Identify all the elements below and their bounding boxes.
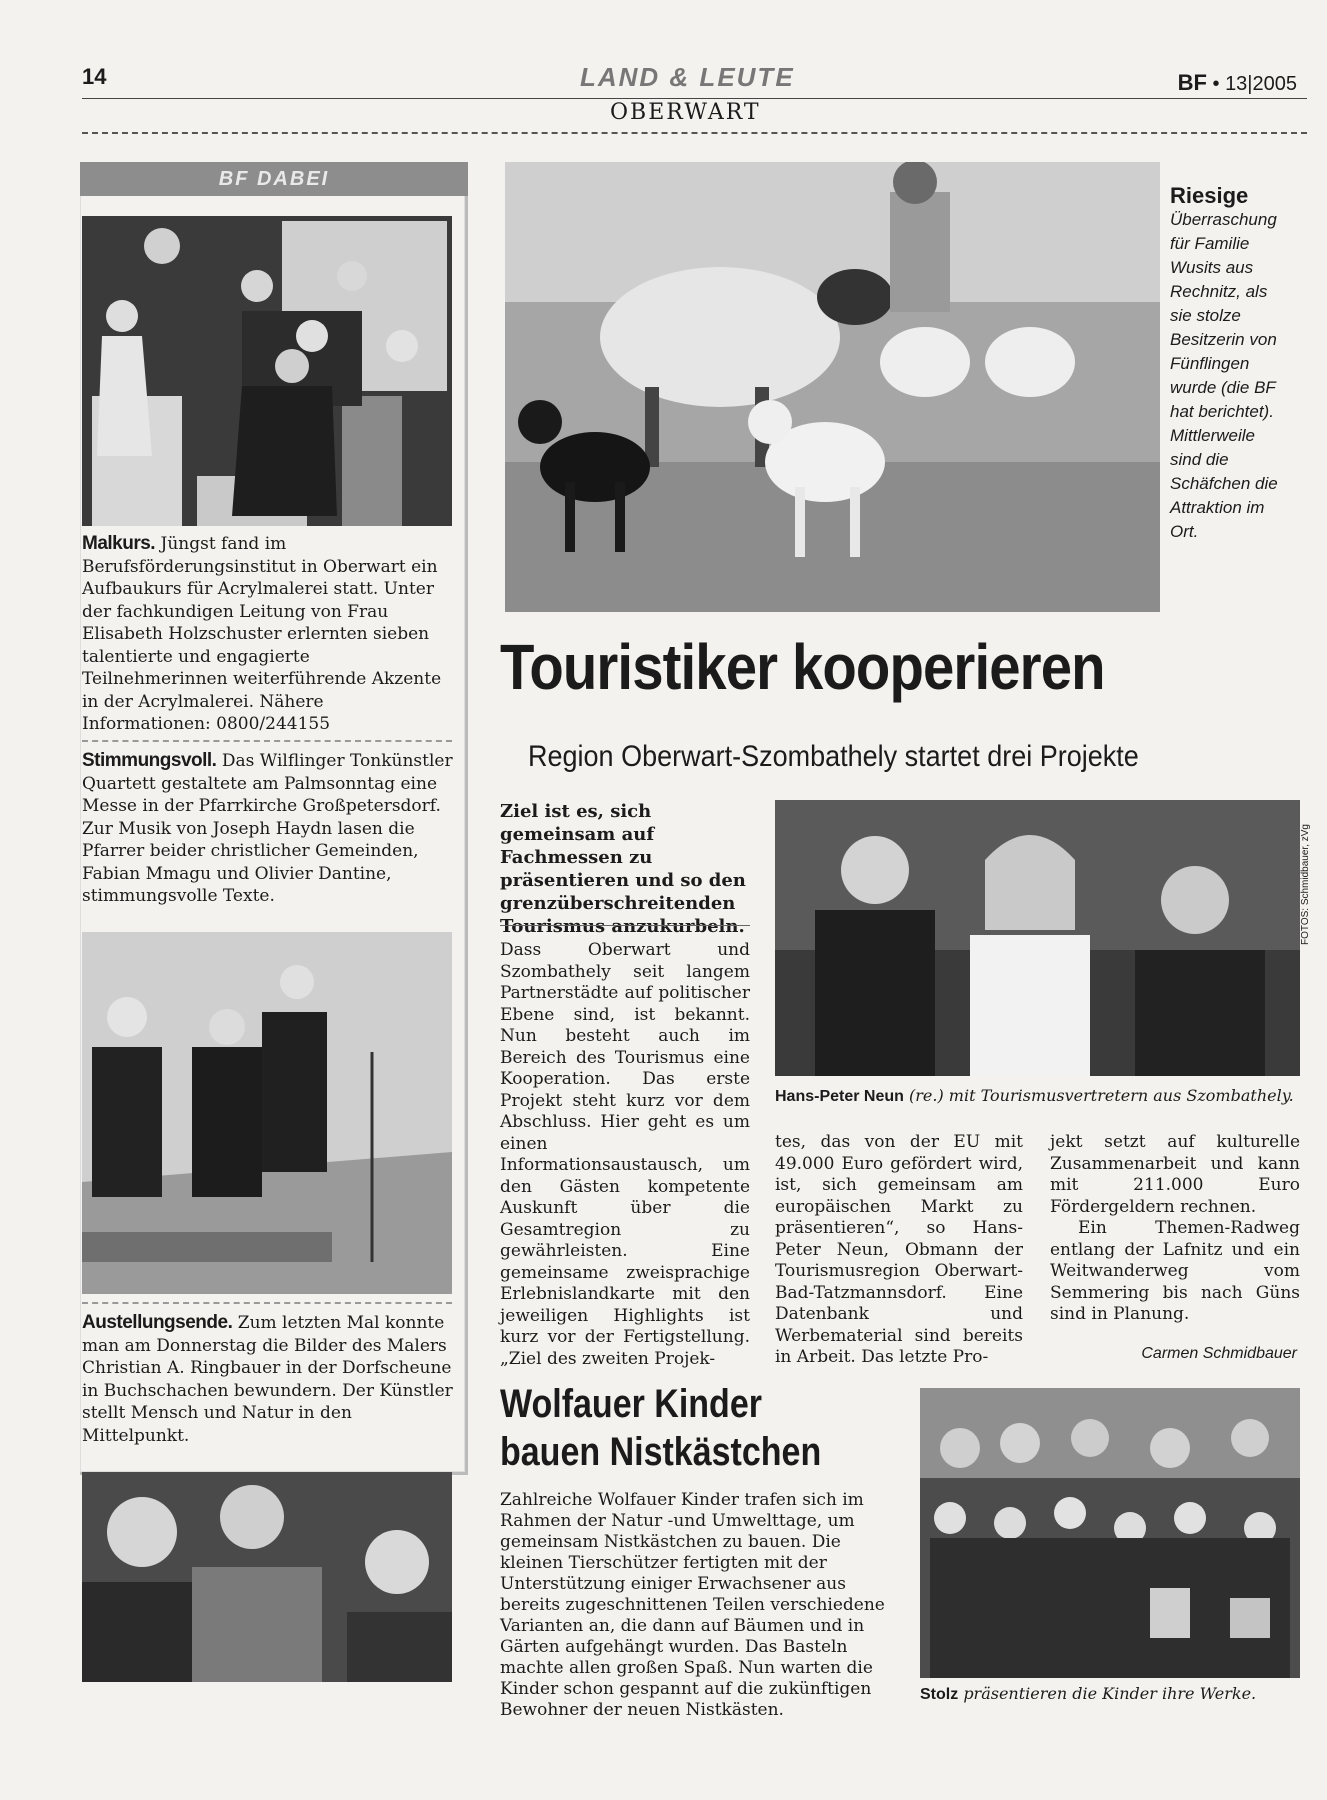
kids-photo-caption [920,1684,1256,1704]
sidebar-item-2-text: Das Wilflinger Tonkünstler Quartett gestaltete am Palmsonntag eine Messe in der Pfarrkirche Großpetersdorf. Zur Musik von Joseph Haydn lasen die Pfarrer beider christlicher Gemeinden, Fabian Mmagu und Olivier Dantine, stimmungsvolle Texte. [82,751,453,906]
sidebar-divider [82,740,452,742]
sidebar-item-2-lead: Stimmungsvoll. [82,750,217,771]
quartet-photo [82,932,452,1294]
tourism-figures [775,800,1300,1076]
sidebar-item-3 [82,1312,454,1447]
painting-course-photo [82,216,452,526]
sidebar-item-2 [82,750,454,908]
brand-bullet: • [1212,73,1220,95]
intro-rule [500,925,750,926]
sidebar-label: BF DABEI [80,162,468,196]
kids-figures [920,1388,1300,1678]
header-dashed-rule [82,132,1307,134]
main-column-1: Dass Oberwart und Szombathely seit langem Partnerstädte auf politischer Ebene sind, ist bekannt. Nun besteht auch im Bereich des Tourismus eine Kooperation. Das erste Projekt steht kurz vor dem Abschluss. Hier geht es um einen Informationsaustausch, um den Gästen kompetente Auskunft über die Gesamtregion zu gewährleisten. Eine gemeinsame zweisprachige Erlebnislandkarte mit den jeweiligen Highlights ist kurz vor der Fertigstellung. „Ziel des zweiten Projek- [500,940,750,1369]
painting-course-figures [82,216,452,526]
page-number: 14 [82,64,107,89]
kids-photo [920,1388,1300,1678]
main-column-2: tes, das von der EU mit 49.000 Euro gefördert wird, ist, sich gemeinsam am europäischen Markt zu präsentieren“, so Hans-Peter Neun, Obmann der Tourismusregion Oberwart-Bad-Tatzmannsdorf. Eine Datenbank und Werbematerial sind bereits in Arbeit. Das letzte Pro- [775,1132,1023,1367]
kids-caption-text: präsentieren die Kinder ihre Werke. [963,1684,1257,1703]
article-author: Carmen Schmidbauer [1141,1345,1297,1362]
tourism-caption-lead: Hans-Peter Neun [775,1088,904,1105]
photo-credit: FOTOS: Schmidbauer, zVg [1300,824,1311,945]
sidebar-item-1-lead: Malkurs. [82,533,156,554]
main-column-3-para2: Ein Themen-Radweg entlang der Lafnitz und ein Weitwanderweg vom Semmering bis nach Güns sind in Planung. [1050,1218,1300,1324]
main-subhead: Region Oberwart-Szombathely startet drei Projekte [528,740,1139,773]
sidebar-item-1 [82,533,454,736]
kids-caption-lead: Stolz [920,1686,959,1703]
kids-headline-line-2: bauen Nistkästchen [500,1430,822,1474]
tourism-photo-caption [775,1086,1294,1106]
sidebar-item-3-lead: Austellungsende. [82,1312,233,1333]
kids-headline-line-1: Wolfauer Kinder [500,1382,762,1426]
brand-name: BF [1177,70,1207,95]
tourism-photo [775,800,1300,1076]
sidebar-divider-2 [82,1302,452,1304]
section-title: LAND & LEUTE [580,62,795,92]
main-headline: Touristiker kooperieren [500,631,1105,703]
main-column-3-para1: jekt setzt auf kulturelle Zusammenarbeit und kann mit 211.000 Euro Fördergeldern rechnen. [1050,1132,1300,1217]
kids-headline [500,1380,821,1476]
publication-brand [1178,70,1297,96]
sheep-caption-title: Riesige [1170,183,1249,208]
tourism-caption-text: (re.) mit Tourismusvertretern aus Szombathely. [909,1086,1294,1105]
sidebar-item-1-text: Jüngst fand im Berufsförderungsinstitut in Oberwart ein Aufbaukurs für Acrylmalerei statt. Unter der fachkundigen Leitung von Frau Elisabeth Holzschuster erlernten sieben talentierte und engagierte Teilnehmerinnen weiterführende Akzente in der Acrylmalerei. Nähere Informationen: 0800/244155 [82,534,442,734]
main-intro: Ziel ist es, sich gemeinsam auf Fachmessen zu präsentieren und so den grenzüberschreitenden Tourismus anzukurbeln. [500,801,746,937]
kids-article-text: Zahlreiche Wolfauer Kinder trafen sich im Rahmen der Natur -und Umwelttage, um gemeinsam Nistkästchen zu bauen. Die kleinen Tierschützer fertigten mit der Unterstützung einiger Erwachsener aus bereits zugeschnittenen Teilen verschiedene Varianten an, die dann auf Bäumen und in Gärten aufgehängt wurden. Das Basteln machte allen großen Spaß. Nun warten die Kinder schon gespannt auf die zukünftigen Bewohner der neuen Nistkästen. [500,1490,885,1720]
quartet-figures [82,932,452,1294]
sheep-caption-text: Überraschung für Familie Wusits aus Rechnitz, als sie stolze Besitzerin von Fünflingen wurde (die BF hat berichtet). Mittlerweile sind die Schäfchen die Attraktion im Ort. [1170,210,1278,541]
header-rule [82,98,1307,99]
issue-number: 13|2005 [1225,73,1297,95]
sheep-caption [1170,184,1290,544]
artist-figures [82,1472,452,1682]
sidebar-item-3-text: Zum letzten Mal konnte man am Donnerstag die Bilder des Malers Christian A. Ringbauer in der Dorfscheune in Buchschachen bewundern. Der Künstler stellt Mensch und Natur in den Mittelpunkt. [82,1313,453,1446]
region-title: OBERWART [610,100,761,125]
artist-photo [82,1472,452,1682]
main-column-3 [1050,1132,1300,1326]
